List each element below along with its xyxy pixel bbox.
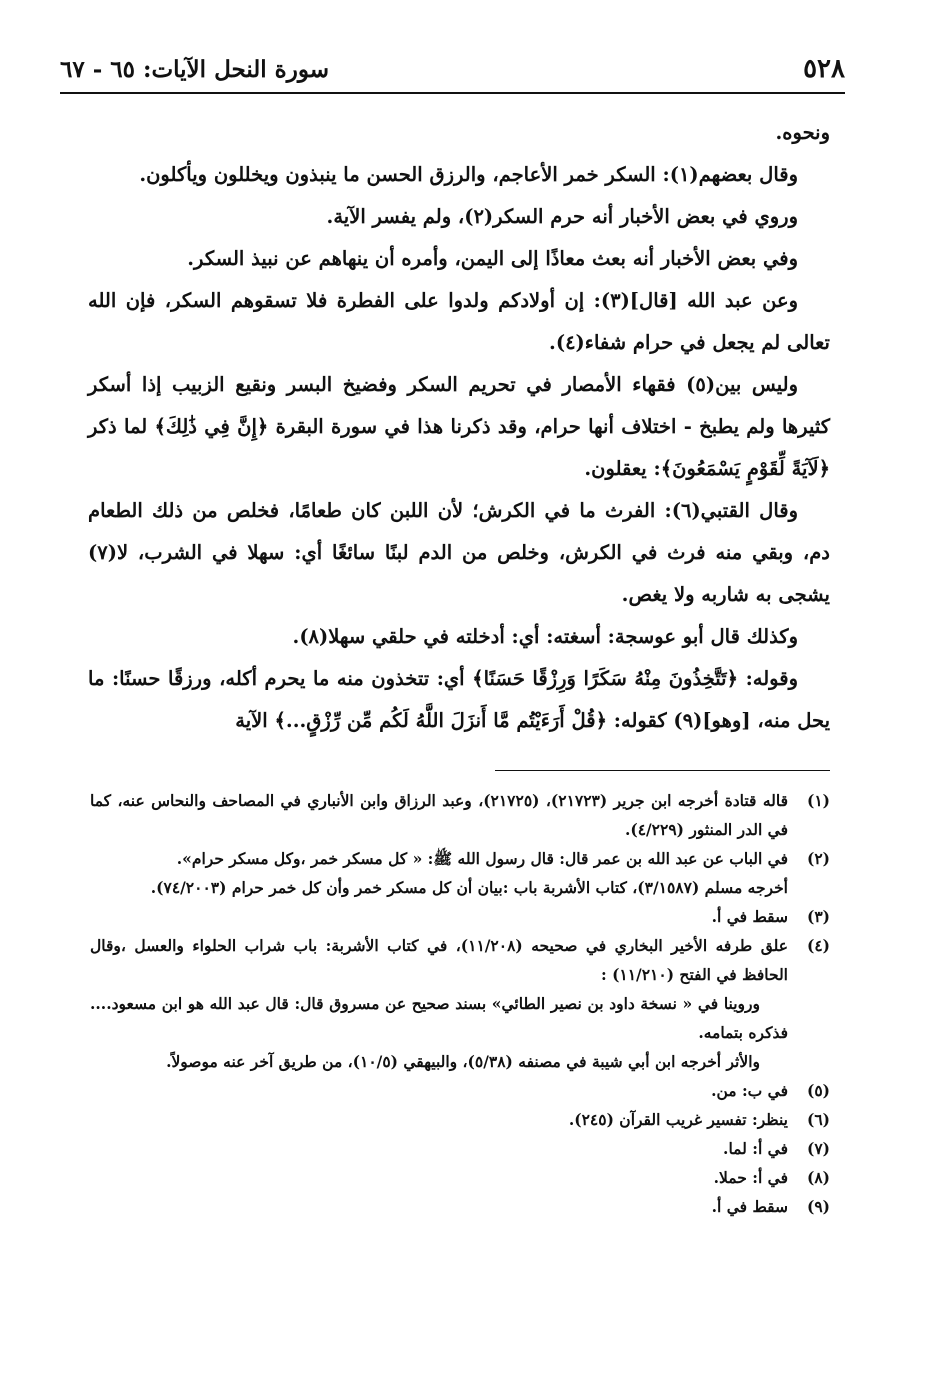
footnote-number: (٤) [806,936,830,955]
footnote-line: في أ: حملا. [713,1168,788,1187]
page-number: ٥٢٨ [803,54,845,84]
paragraph: وليس بين(٥) فقهاء الأمصار في تحريم السكر وفضيخ البسر ونقيع الزبيب إذا أسكر كثيرها ولم يطبخ - اختلاف أنها حرام، وقد ذكرنا هذا في سورة البقرة ﴿إِنَّ فِي ذَٰلِكَ﴾ لما ذكر ﴿لَآيَةً لِّقَوْمٍ يَسْمَعُونَ﴾: يعقلون. [88,373,830,480]
footnote-line: علق طرفه الأخير البخاري في صحيحه (١١/٢٠٨)، في كتاب الأشربة: باب شراب الحلواء والعسل ،وقال الحافظ في الفتح (١١/٢١٠) : [90,936,788,984]
footnote-text [90,1192,788,1221]
footnote-line: أخرجه مسلم (٣/١٥٨٧)، كتاب الأشربة باب :بيان أن كل مسكر خمر وأن كل خمر حرام (٧٤/٢٠٠٣). [150,878,788,897]
paragraph: ونحوه. [775,121,830,144]
footnote-separator [495,770,830,771]
footnote-subparagraph: والأثر أخرجه ابن أبي شيبة في مصنفه (٥/٣٨)، والبيهقي (١٠/٥)، من طريق آخر عنه موصولاً. [166,1052,760,1071]
footnote-number: (١) [806,791,830,810]
footnote-number: (٢) [806,849,830,868]
footnote-number: (٣) [806,907,830,926]
footnote-text [90,931,788,1076]
footnote-text [90,1076,788,1105]
footnote-line: ينظر: تفسير غريب القرآن (٢٤٥). [568,1110,788,1129]
header-rule [60,92,845,94]
footnote-text [90,1134,788,1163]
footnote [90,1134,830,1163]
footnote-line: في ب: من. [711,1081,788,1100]
footnote-line: سقط في أ. [711,907,788,926]
footnote-number: (٧) [806,1139,830,1158]
footnote [90,786,830,844]
footnote-number: (٥) [806,1081,830,1100]
footnote [90,931,830,1076]
footnote-line: سقط في أ. [711,1197,788,1216]
page-header [60,52,845,92]
footnote [90,1105,830,1134]
footnote [90,1192,830,1221]
paragraph: وفي بعض الأخبار أنه بعث معاذًا إلى اليمن، وأمره أن ينهاهم عن نبيذ السكر. [187,247,798,270]
paragraph: وقوله: ﴿تَتَّخِذُونَ مِنْهُ سَكَرًا وَرِزْقًا حَسَنًا﴾ أي: تتخذون منه ما يحرم أكله، ورزقًا حسنًا: ما يحل منه، [وهو](٩) كقوله: ﴿قُلْ أَرَءَيْتُم مَّا أَنزَلَ اللَّهُ لَكُم مِّن رِّزْقٍ...﴾ الآية [88,667,830,732]
footnote-number: (٦) [806,1110,830,1129]
footnote [90,1076,830,1105]
paragraph: وروي في بعض الأخبار أنه حرم السكر(٢)، ولم يفسر الآية. [326,205,798,228]
paragraph: وكذلك قال أبو عوسجة: أسغته: أي: أدخلته في حلقي سهلا(٨). [292,625,798,648]
paragraph: وقال بعضهم(١): السكر خمر الأعاجم، والرزق الحسن ما ينبذون ويخللون ويأكلون. [139,163,798,186]
footnotes [90,786,830,1221]
footnote [90,844,830,902]
footnote [90,1163,830,1192]
running-title: سورة النحل الآيات: ٦٥ - ٦٧ [60,56,329,83]
footnote-line: في الباب عن عبد الله بن عمر قال: قال رسول الله ﷺ: « كل مسكر خمر ،وكل مسكر حرام». [176,849,788,868]
footnote-number: (٨) [806,1168,830,1187]
footnote-line: في أ: لما. [723,1139,788,1158]
footnote-line: قاله قتادة أخرجه ابن جرير (٢١٧٢٣)، (٢١٧٢٥)، وعبد الرزاق وابن الأنباري في المصاحف والنحاس عنه، كما في الدر المنثور (٤/٢٢٩). [90,791,788,839]
footnote-subparagraph: وروينا في « نسخة داود بن نصير الطائي» بسند صحيح عن مسروق قال: قال عبد الله هو ابن مسعود.... فذكره بتمامه. [90,994,788,1042]
footnote-text [90,786,788,844]
main-text [88,112,830,742]
footnote-text [90,1163,788,1192]
paragraph: وقال القتبي(٦): الفرث ما في الكرش؛ لأن اللبن كان طعامًا، فخلص من ذلك الطعام دم، وبقي منه فرث في الكرش، وخلص من الدم لبنًا سائغًا أي: سهلا في الشرب، لا(٧) يشجى به شاربه ولا يغص. [88,499,830,606]
footnote-number: (٩) [806,1197,830,1216]
paragraph: وعن عبد الله [قال](٣): إن أولادكم ولدوا على الفطرة فلا تسقوهم السكر، فإن الله تعالى لم يجعل في حرام شفاء(٤). [88,289,830,354]
footnote-text [90,902,788,931]
footnote-text [90,1105,788,1134]
footnote [90,902,830,931]
footnote-text [90,844,788,902]
